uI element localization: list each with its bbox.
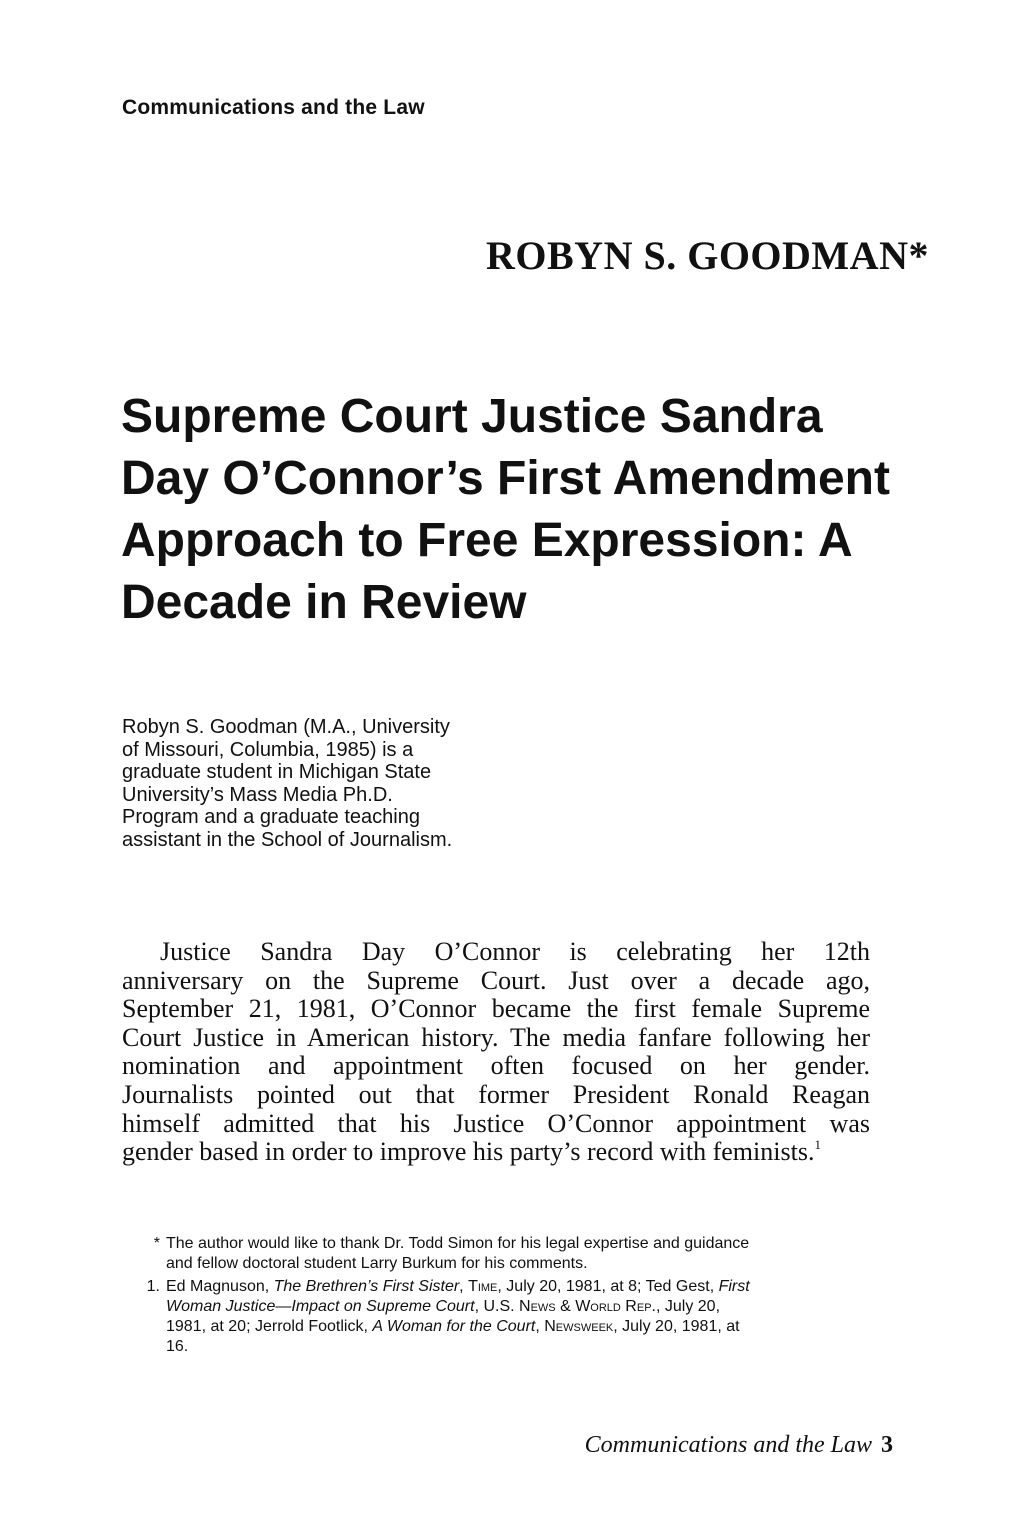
citation-text: , July 20, (655, 1298, 721, 1315)
running-footer: Communications and the Law (584, 1432, 872, 1458)
citation-source: Time (468, 1278, 498, 1295)
footnote-line: The author would like to thank Dr. Todd Simon for his legal expertise and guidance (166, 1235, 750, 1252)
running-header: Communications and the Law (122, 96, 425, 119)
footnote-line (166, 1277, 872, 1297)
footnote-marker: 1. (146, 1278, 160, 1295)
citation-title: A Woman for the Court (372, 1318, 536, 1335)
body-line-text: gender based in order to improve his party’s record with feminists. (122, 1137, 815, 1167)
citation-source: Newsweek (544, 1318, 614, 1335)
body-line: anniversary on the Supreme Court. Just over a decade ago, (122, 965, 870, 995)
footnote-line: and fellow doctoral student Larry Burkum for his comments. (166, 1255, 588, 1272)
citation-title: Woman Justice—Impact on Supreme Court (166, 1298, 475, 1315)
body-line: himself admitted that his Justice O’Connor appointment was (122, 1108, 870, 1138)
footnote-1 (122, 1277, 872, 1357)
body-line: Journalists pointed out that former President Ronald Reagan (122, 1079, 870, 1109)
citation-text: , (535, 1318, 545, 1335)
citation-source: News & World Rep. (519, 1298, 656, 1315)
author-bio (122, 716, 502, 852)
citation-text: , (459, 1278, 469, 1295)
bio-line: Program and a graduate teaching (122, 806, 420, 829)
title-line: Approach to Free Expression: A (121, 514, 853, 567)
bio-line: Robyn S. Goodman (M.A., University (122, 716, 450, 738)
body-line: nomination and appointment often focused on her gender. (122, 1051, 870, 1081)
article-title (121, 386, 911, 634)
citation-text: Ed Magnuson, (166, 1278, 274, 1295)
author-name: ROBYN S. GOODMAN* (486, 233, 929, 278)
citation-title: The Brethren’s First Sister (273, 1278, 460, 1295)
body-line-last (122, 1138, 870, 1167)
footnote-line: 16. (166, 1338, 189, 1355)
footnotes (122, 1234, 872, 1360)
body-line: Court Justice in American history. The media fanfare following her (122, 1022, 870, 1052)
body-line: September 21, 1981, O’Connor became the first female Supreme (122, 994, 870, 1024)
footnote-acknowledgement (122, 1234, 872, 1274)
citation-text: , U.S. (474, 1298, 520, 1315)
bio-line: University’s Mass Media Ph.D. (122, 783, 393, 806)
bio-line: graduate student in Michigan State (122, 761, 432, 784)
title-line: Day O’Connor’s First Amendment (121, 452, 890, 505)
footnote-line (166, 1297, 872, 1317)
title-line: Supreme Court Justice Sandra (121, 390, 823, 443)
bio-line: of Missouri, Columbia, 1985) is a (122, 738, 414, 761)
footnote-reference[interactable]: 1 (814, 1137, 821, 1153)
citation-title: First (718, 1278, 750, 1295)
citation-text: , July 20, 1981, at 8; Ted Gest, (497, 1278, 719, 1295)
bio-line: assistant in the School of Journalism. (122, 828, 453, 851)
body-paragraph (122, 938, 870, 1167)
page-number: 3 (881, 1432, 893, 1458)
footnote-marker: * (153, 1235, 160, 1252)
citation-text: , July 20, 1981, at (613, 1318, 740, 1335)
title-line: Decade in Review (121, 576, 527, 629)
body-line: Justice Sandra Day O’Connor is celebrating her 12th (160, 937, 870, 966)
footnote-line (166, 1317, 872, 1337)
citation-text: 1981, at 20; Jerrold Footlick, (166, 1318, 373, 1335)
